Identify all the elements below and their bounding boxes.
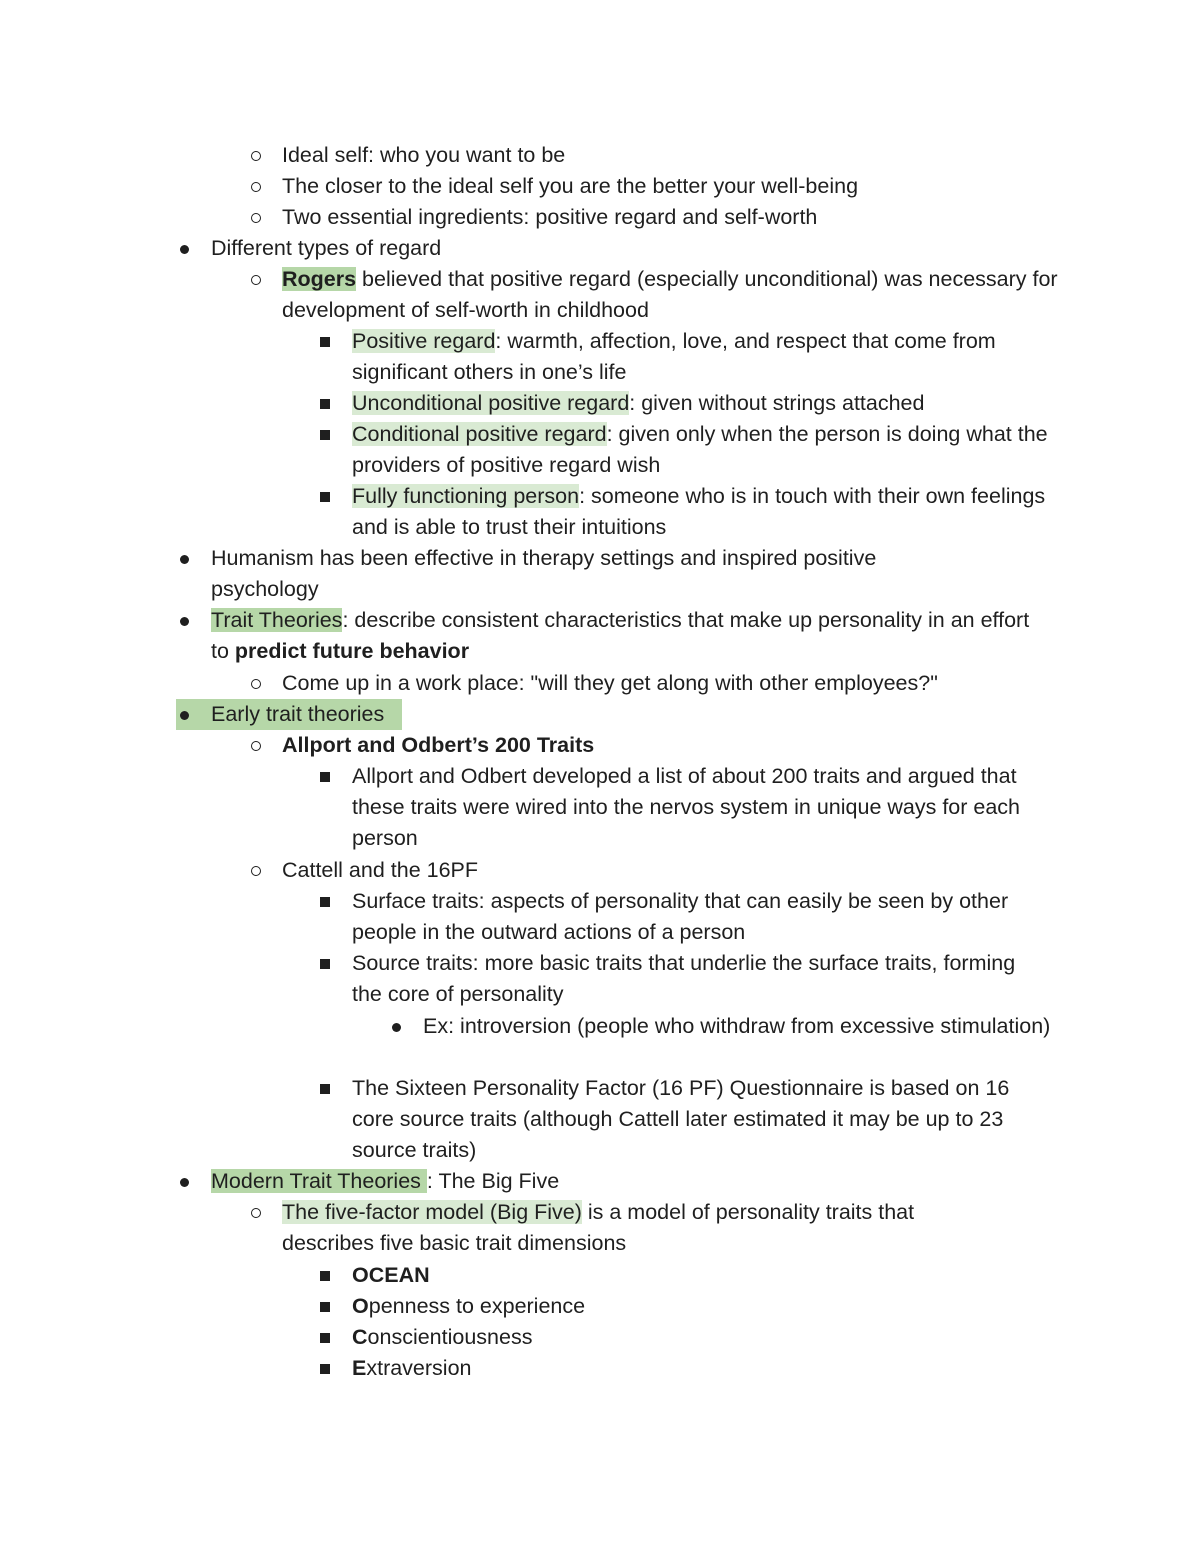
circle-bullet-icon — [251, 679, 261, 689]
highlighted-term: Modern Trait Theories — [211, 1169, 427, 1193]
list-item — [282, 855, 1062, 886]
item-text: penness to experience — [368, 1294, 586, 1318]
item-text: Come up in a work place: "will they get along with other employees?" — [282, 671, 938, 695]
initial-letter: C — [352, 1325, 368, 1349]
list-item — [352, 761, 1052, 854]
item-text: : given without strings attached — [629, 391, 925, 415]
item-text: : The Big Five — [426, 1169, 560, 1193]
item-text: Allport and Odbert developed a list of about 200 traits and argued that these traits were wired into the nervos system in unique ways for each person — [352, 764, 1021, 850]
item-text: : describe consistent characteristics that make up personality in an effort to — [211, 608, 1030, 663]
item-heading: Allport and Odbert’s 200 Traits — [282, 733, 595, 757]
item-text: Different types of regard — [211, 236, 442, 260]
list-item — [352, 326, 1072, 388]
item-text: Ideal self: who you want to be — [282, 143, 566, 167]
square-bullet-icon — [320, 337, 330, 347]
list-item — [352, 388, 1072, 419]
list-item — [352, 481, 1072, 543]
square-bullet-icon — [320, 492, 330, 502]
square-bullet-icon — [320, 959, 330, 969]
square-bullet-icon — [320, 1302, 330, 1312]
list-item — [352, 1073, 1052, 1166]
disc-bullet-icon — [180, 555, 189, 564]
square-bullet-icon — [320, 430, 330, 440]
list-item — [211, 605, 1051, 667]
list-item — [282, 730, 1062, 761]
list-item — [352, 1322, 1072, 1353]
item-text: Two essential ingredients: positive regard and self-worth — [282, 205, 818, 229]
highlighted-term: The five-factor model (Big Five) — [282, 1200, 582, 1224]
list-item — [352, 1353, 1072, 1384]
list-item — [352, 948, 1032, 1010]
list-item — [352, 1260, 1072, 1291]
highlighted-term: Fully functioning person — [352, 484, 580, 508]
list-item — [423, 1011, 1053, 1042]
list-item — [282, 1197, 1002, 1259]
square-bullet-icon — [320, 1084, 330, 1094]
item-heading: OCEAN — [352, 1263, 430, 1287]
disc-bullet-icon — [180, 1178, 189, 1187]
list-item — [352, 419, 1072, 481]
circle-bullet-icon — [251, 182, 261, 192]
square-bullet-icon — [320, 897, 330, 907]
list-item — [282, 140, 1062, 171]
list-item — [211, 699, 1051, 730]
highlighted-term: Early trait theories — [211, 702, 385, 726]
item-text: onscientiousness — [367, 1325, 533, 1349]
list-item — [282, 202, 1062, 233]
disc-bullet-icon — [180, 245, 189, 254]
disc-bullet-icon — [392, 1023, 401, 1032]
square-bullet-icon — [320, 399, 330, 409]
circle-bullet-icon — [251, 866, 261, 876]
item-text: Cattell and the 16PF — [282, 858, 479, 882]
bold-phrase: predict future behavior — [234, 639, 470, 663]
item-text: Surface traits: aspects of personality that can easily be seen by other people in the outward actions of a person — [352, 889, 1009, 944]
list-item — [352, 1291, 1072, 1322]
item-text: Ex: introversion (people who withdraw from excessive stimulation) — [423, 1014, 1051, 1038]
circle-bullet-icon — [251, 741, 261, 751]
highlighted-term: Positive regard — [352, 329, 496, 353]
square-bullet-icon — [320, 1271, 330, 1281]
item-text: The Sixteen Personality Factor (16 PF) Questionnaire is based on 16 core source traits (although Cattell later estimated it may be up to 23 source traits) — [352, 1076, 1010, 1162]
circle-bullet-icon — [251, 151, 261, 161]
list-item — [211, 543, 951, 605]
item-text: Humanism has been effective in therapy settings and inspired positive psychology — [211, 546, 877, 601]
item-text: : warmth, affection, love, and respect that come from significant others in one’s life — [352, 329, 996, 384]
item-text: : given only when the person is doing what the providers of positive regard wish — [352, 422, 1048, 477]
item-text: : someone who is in touch with their own feelings and is able to trust their intuitions — [352, 484, 1046, 539]
item-text: Source traits: more basic traits that underlie the surface traits, forming the core of personality — [352, 951, 1016, 1006]
square-bullet-icon — [320, 1364, 330, 1374]
list-item — [282, 264, 1062, 326]
circle-bullet-icon — [251, 1208, 261, 1218]
disc-bullet-icon — [180, 711, 189, 720]
item-text: The closer to the ideal self you are the better your well-being — [282, 174, 859, 198]
list-item — [211, 233, 1051, 264]
highlighted-term: Conditional positive regard — [352, 422, 607, 446]
square-bullet-icon — [320, 1333, 330, 1343]
list-item — [282, 668, 1062, 699]
item-text: xtraversion — [366, 1356, 472, 1380]
list-item — [352, 886, 1032, 948]
item-text: believed that positive regard (especially unconditional) was necessary for development of self-worth in childhood — [282, 267, 1058, 322]
highlighted-term: Unconditional positive regard — [352, 391, 630, 415]
disc-bullet-icon — [180, 617, 189, 626]
list-item — [282, 171, 1062, 202]
item-text: is a model of personality traits that describes five basic trait dimensions — [282, 1200, 915, 1255]
circle-bullet-icon — [251, 213, 261, 223]
square-bullet-icon — [320, 772, 330, 782]
initial-letter: O — [352, 1294, 369, 1318]
circle-bullet-icon — [251, 275, 261, 285]
highlighted-term: Trait Theories — [211, 608, 343, 632]
initial-letter: E — [352, 1356, 367, 1380]
highlighted-term: Rogers — [282, 267, 357, 291]
list-item — [211, 1166, 1051, 1197]
